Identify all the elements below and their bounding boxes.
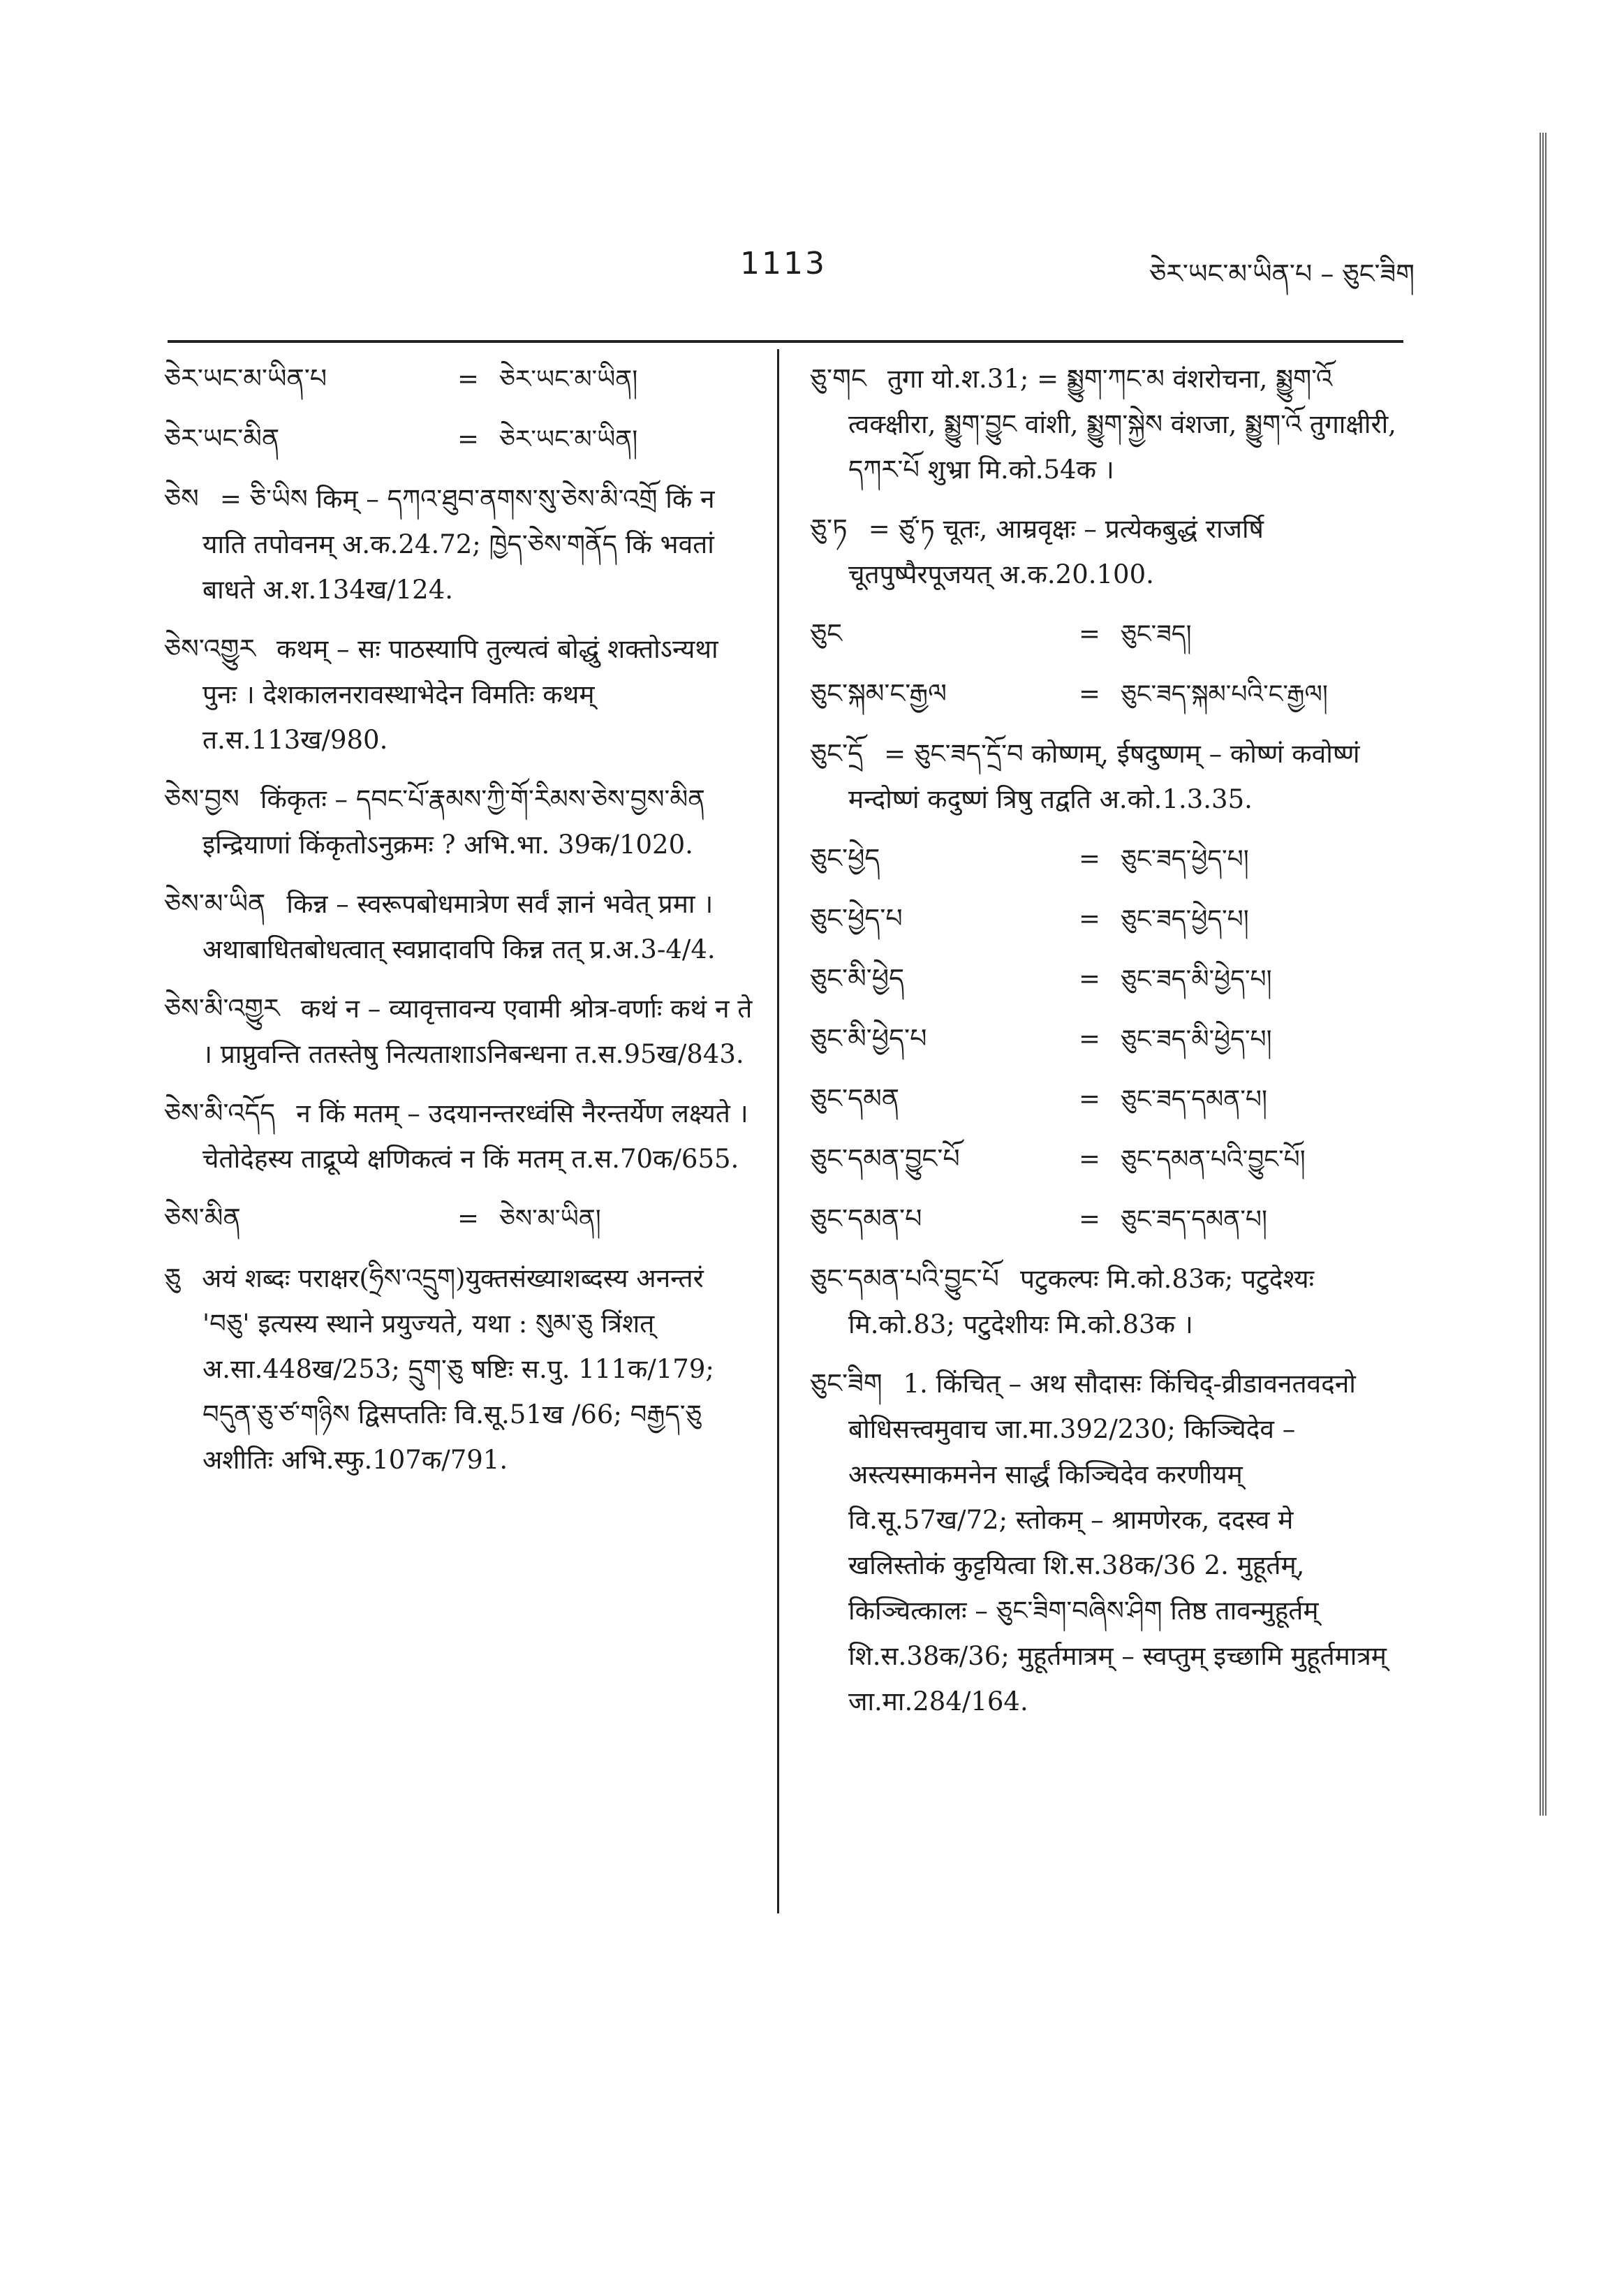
- entry-headword: ཅུང: [810, 618, 843, 649]
- equals-sign: =: [1079, 844, 1101, 874]
- entry-cross-reference: ཅེར་ཡང་མ་ཡིན།: [499, 365, 638, 394]
- equals-sign: =: [1079, 1204, 1101, 1234]
- running-head: ཅེར་ཡང་མ་ཡིན་པ – ཅུང་ཟིག: [1149, 258, 1415, 289]
- entry-headword: ཅུང་མི་ཕྱེད་པ: [810, 1023, 927, 1054]
- entry-headword: ཅུང་དྲོ: [810, 738, 864, 769]
- entry-headword: ཅེས་བྱས: [164, 784, 239, 814]
- column-divider: [777, 349, 779, 1913]
- entry-body: कथम् – सः पाठस्यापि तुल्यत्वं बोद्धुं शक्तोऽन्यथा पुनः । देशकालनरावस्थाभेदेन विमतिः कथम् त.स.113ख/980.: [202, 634, 718, 755]
- entry-cross-reference: ཅེར་ཡང་མ་ཡིན།: [499, 425, 638, 454]
- dictionary-entry: [164, 356, 754, 402]
- dictionary-entry: [164, 1196, 754, 1242]
- entry-body: कथं न – व्यावृत्तावन्य एवामी श्रोत्र-वर्णाः कथं न ते । प्राप्नुवन्ति ततस्तेषु नित्यताशाऽनिबन्धना त.स.95ख/843.: [202, 994, 753, 1069]
- equals-sign: =: [1079, 1144, 1101, 1174]
- entry-cross-reference: ཅུང་ཟད་ཕྱེད་པ།: [1121, 905, 1249, 934]
- dictionary-entry: [164, 1256, 754, 1483]
- entry-body: किन्न – स्वरूपबोधमात्रेण सर्वं ज्ञानं भवेत् प्रमा । अथाबाधितबोधत्वात् स्वप्नादावपि किन्न तत् प्र.अ.3-4/4.: [202, 889, 716, 964]
- entry-body: = ཅི་ཡིས किम् – དཀའ་ཐུབ་ནགས་སུ་ཅེས་མི་འགྲོ किं न याति तपोवनम् अ.क.24.72; ཁྱེད་ཅེས་གནོད किं भवतां बाधते अ.श.134ख/124.: [202, 484, 715, 605]
- entry-body: अयं शब्दः पराक्षर(ཧྲིས་འདྲུག)युक्तसंख्याशब्दस्य अनन्तरं 'བཅུ' इत्यस्य स्थाने प्रयुज्यते, यथा : སུམ་ཅུ त्रिंशत् अ.सा.448ख/253; དྲུག་ཅུ षष्टिः स.पु. 111क/179; བདུན་ཅུ་ཙ་གཉིས द्विसप्ततिः वि.सू.51ख /66; བརྒྱད་ཅུ अशीतिः अभि.स्फु.107क/791.: [202, 1263, 714, 1475]
- entry-headword: ཅུ་ཏ: [810, 513, 848, 544]
- entry-headword: ཅུང་མི་ཕྱེད: [810, 963, 905, 994]
- dictionary-entry: [810, 1016, 1396, 1062]
- page-number: 1113: [740, 246, 827, 281]
- entry-body: तुगा यो.श.31; = སྨྱུག་ཀང་མ वंशरोचना, སྨྱུག་འོ त्वक्क्षीरा, སྨྱུག་བྱུང वांशी, སྨྱུག་སྐྱེས वंशजा, སྨྱུག་འོ तुगाक्षीरी, དཀར་པོ शुभ्रा मि.को.54क ।: [848, 364, 1396, 485]
- dictionary-entry: [810, 731, 1396, 822]
- entry-headword: ཅེས་མ་ཡིན: [164, 888, 266, 919]
- dictionary-entry: [810, 836, 1396, 882]
- dictionary-entry: [810, 1256, 1396, 1347]
- entry-headword: ཅུང་ཟིག: [810, 1368, 883, 1399]
- entry-headword: ཅུང་ཕྱེད: [810, 843, 880, 874]
- entry-headword: ཅེས་མི་འདོད: [164, 1098, 276, 1128]
- entry-headword: ཅེར་ཡང་མིན: [164, 423, 280, 454]
- equals-sign: =: [1079, 679, 1101, 709]
- entry-cross-reference: ཅུང་ཟད་སྐམ་པའི་ང་རྒྱལ།: [1121, 680, 1328, 709]
- entry-body: = ཙུ་ཏ चूतः, आम्रवृक्षः – प्रत्येकबुद्धं राजर्षि चूतपुष्पैरपूजयत् अ.क.20.100.: [848, 514, 1264, 589]
- equals-sign: =: [1079, 1024, 1101, 1054]
- entry-cross-reference: ཅུང་ཟད་མི་ཕྱེད་པ།: [1121, 1025, 1272, 1054]
- equals-sign: =: [1079, 964, 1101, 994]
- equals-sign: =: [1079, 904, 1101, 934]
- entry-cross-reference: ཅུང་ཟད་ཕྱེད་པ།: [1121, 845, 1249, 874]
- equals-sign: =: [1079, 1084, 1101, 1114]
- dictionary-entry: [164, 626, 754, 763]
- entry-headword: ཅུང་དམན: [810, 1083, 900, 1114]
- entry-headword: ཅུ་གང: [810, 363, 866, 394]
- entry-headword: ཅུང་དམན་པ: [810, 1203, 922, 1234]
- header-rule: [168, 340, 1403, 343]
- entry-body: 1. किंचित् – अथ सौदासः किंचिद्-व्रीडावनतवदनो बोधिसत्त्वमुवाच जा.मा.392/230; किञ्चिदेव – अस्त्यस्माकमनेन सार्द्धं किञ्चिदेव करणीयम् वि.सू.57ख/72; स्तोकम् – श्रामणेरक, ददस्व मे खलिस्तोकं कुट्टयित्वा शि.स.38क/36 2. मुहूर्तम्, किञ्चित्कालः – ཅུང་ཟིག་བཞིས་ཤིག तिष्ठ तावन्मुहूर्तम् शि.स.38क/36; मुहूर्तमात्रम् – स्वप्तुम् इच्छामि मुहूर्तमात्रम् जा.मा.284/164.: [848, 1369, 1387, 1716]
- dictionary-entry: [810, 611, 1396, 657]
- entry-body: न किं मतम् – उदयानन्तरध्वंसि नैरन्तर्येण लक्ष्यते । चेतोदेहस्य ताद्रूप्ये क्षणिकत्वं न किं मतम् त.स.70क/655.: [202, 1098, 748, 1174]
- left-column: [164, 356, 754, 1497]
- dictionary-entry: [164, 986, 754, 1077]
- dictionary-entry: [164, 777, 754, 867]
- dictionary-entry: [810, 956, 1396, 1002]
- entry-headword: ཅུང་ཕྱེད་པ: [810, 903, 903, 934]
- dictionary-entry: [810, 896, 1396, 942]
- dictionary-entry: [164, 416, 754, 462]
- entry-cross-reference: ཅེས་མ་ཡིན།: [499, 1205, 601, 1233]
- entry-headword: ཅེས: [164, 483, 199, 514]
- dictionary-entry: [810, 1076, 1396, 1122]
- entry-headword: ཅུང་དམན་པའི་བྱུང་པོ: [810, 1263, 999, 1294]
- entry-body: पटुकल्पः मि.को.83क; पटुदेश्यः मि.को.83; पटुदेशीयः मि.को.83क ।: [848, 1264, 1315, 1339]
- dictionary-entry: [810, 506, 1396, 597]
- entry-cross-reference: ཅུང་ཟད་མི་ཕྱེད་པ།: [1121, 965, 1272, 994]
- scan-edge-artifact: [1540, 133, 1548, 1816]
- right-column: [810, 356, 1396, 1738]
- entry-headword: ཅེས་འགྱུར: [164, 633, 256, 664]
- dictionary-entry: [164, 881, 754, 972]
- entry-cross-reference: ཅུང་ཟད།: [1121, 620, 1192, 649]
- equals-sign: =: [1079, 619, 1101, 649]
- entry-cross-reference: ཅུང་ཟད་དམན་པ།: [1121, 1085, 1267, 1114]
- dictionary-entry: [810, 1361, 1396, 1724]
- dictionary-entry: [810, 1136, 1396, 1182]
- entry-headword: ཅེས་མིན: [164, 1203, 241, 1233]
- dictionary-entry: [810, 1196, 1396, 1242]
- entry-body: = ཅུང་ཟད་དྲོ་བ कोष्णम्, ईषदुष्णम् – कोष्णं कवोष्णं मन्दोष्णं कदुष्णं त्रिषु तद्वति अ.को.1.3.35.: [848, 739, 1360, 814]
- dictionary-entry: [164, 476, 754, 612]
- entry-cross-reference: ཅུང་ཟད་དམན་པ།: [1121, 1205, 1267, 1234]
- entry-headword: ཅུང་དམན་བྱུང་པོ: [810, 1143, 960, 1174]
- dictionary-entry: [164, 1091, 754, 1182]
- dictionary-entry: [810, 671, 1396, 717]
- equals-sign: =: [457, 364, 480, 394]
- equals-sign: =: [457, 424, 480, 454]
- entry-body: किंकृतः – དབང་པོ་རྣམས་ཀྱི་གོ་རིམས་ཅེས་བྱས་མིན इन्द्रियाणां किंकृतोऽनुक्रमः ? अभि.भा. 39क/1020.: [202, 784, 705, 860]
- entry-headword: ཅུ: [164, 1263, 182, 1293]
- entry-headword: ཅེར་ཡང་མ་ཡིན་པ: [164, 363, 327, 394]
- dictionary-entry: [810, 356, 1396, 492]
- entry-headword: ཅེས་མི་འགྱུར: [164, 993, 280, 1024]
- entry-headword: ཅུང་སྐམ་ང་རྒྱལ: [810, 678, 947, 709]
- entry-cross-reference: ཅུང་དམན་པའི་བྱུང་པོ།: [1121, 1145, 1306, 1174]
- equals-sign: =: [457, 1203, 480, 1233]
